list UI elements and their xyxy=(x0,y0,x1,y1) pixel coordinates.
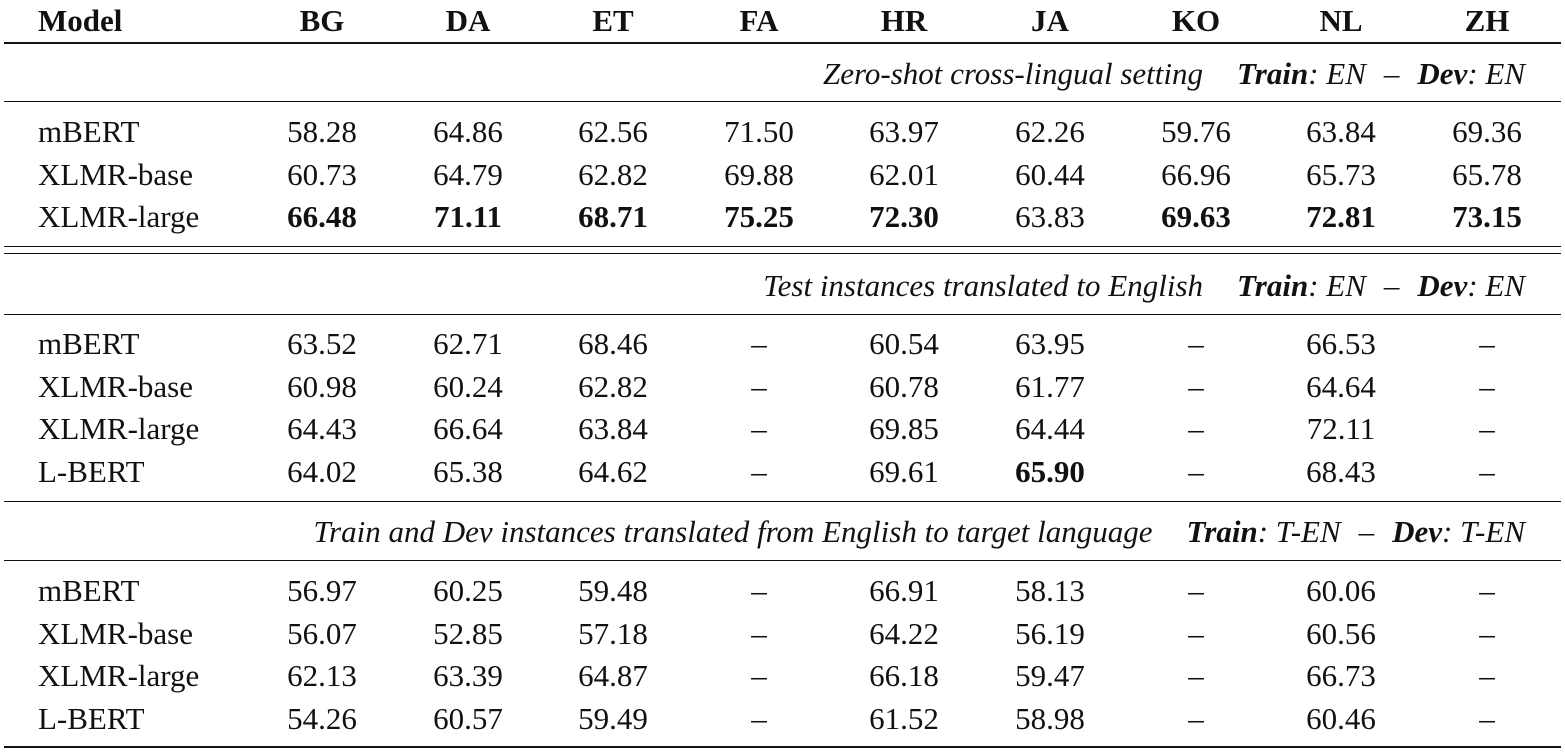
score-da: 66.64 xyxy=(433,411,503,446)
model-name: XLMR-base xyxy=(38,156,193,192)
score-bg: 54.26 xyxy=(287,700,357,736)
dev-label: Dev xyxy=(1417,268,1468,303)
score-hr: 69.85 xyxy=(869,411,939,446)
score-ja: 63.83 xyxy=(1015,199,1085,234)
table-rule xyxy=(4,560,1561,561)
model-name: L-BERT xyxy=(38,700,145,736)
score-ko: – xyxy=(1188,658,1204,693)
score-nl: 66.73 xyxy=(1306,658,1376,693)
table-row xyxy=(0,366,1565,408)
score-et: 68.71 xyxy=(578,199,648,234)
score-bg: 56.07 xyxy=(287,615,357,651)
score-nl: 60.46 xyxy=(1306,700,1376,736)
score-fa: – xyxy=(751,700,767,736)
score-hr: 61.52 xyxy=(869,700,939,736)
table-row xyxy=(0,451,1565,493)
score-zh: – xyxy=(1479,615,1495,651)
score-ja: 58.13 xyxy=(1015,573,1085,608)
table-rule xyxy=(4,501,1561,502)
train-label: Train xyxy=(1237,268,1309,303)
table-row xyxy=(0,408,1565,450)
score-hr: 69.61 xyxy=(869,453,939,489)
score-zh: – xyxy=(1479,368,1495,404)
score-et: 57.18 xyxy=(578,615,648,651)
score-bg: 64.02 xyxy=(287,453,357,489)
score-hr: 60.78 xyxy=(869,368,939,404)
table-row xyxy=(0,196,1565,238)
score-et: 62.56 xyxy=(578,114,648,149)
score-et: 62.82 xyxy=(578,156,648,192)
score-ko: 59.76 xyxy=(1161,114,1231,149)
train-value: : EN xyxy=(1308,56,1366,91)
score-hr: 72.30 xyxy=(869,199,939,234)
section-title: Test instances translated to English xyxy=(763,268,1204,303)
score-bg: 60.98 xyxy=(287,368,357,404)
score-bg: 66.48 xyxy=(287,199,357,234)
model-name: XLMR-large xyxy=(38,658,200,693)
model-name: mBERT xyxy=(38,326,140,361)
table-rule xyxy=(4,42,1561,44)
score-nl: 60.56 xyxy=(1306,615,1376,651)
score-nl: 68.43 xyxy=(1306,453,1376,489)
score-ja: 58.98 xyxy=(1015,700,1085,736)
score-da: 60.57 xyxy=(433,700,503,736)
table-rule xyxy=(4,746,1561,748)
table-row xyxy=(0,323,1565,365)
train-label: Train xyxy=(1186,514,1258,549)
score-nl: 72.11 xyxy=(1306,411,1376,446)
model-name: XLMR-base xyxy=(38,368,193,404)
model-name: XLMR-large xyxy=(38,411,200,446)
column-header-zh: ZH xyxy=(1464,3,1510,38)
section-title-row xyxy=(0,53,1565,95)
score-ja: 60.44 xyxy=(1015,156,1085,192)
score-da: 63.39 xyxy=(433,658,503,693)
score-da: 60.25 xyxy=(433,573,503,608)
score-fa: – xyxy=(751,368,767,404)
dev-label: Dev xyxy=(1392,514,1443,549)
score-ja: 63.95 xyxy=(1015,326,1085,361)
train-label: Train xyxy=(1237,56,1309,91)
table-rule xyxy=(4,253,1561,254)
score-da: 71.11 xyxy=(433,199,503,234)
score-fa: – xyxy=(751,658,767,693)
score-bg: 58.28 xyxy=(287,114,357,149)
score-ja: 65.90 xyxy=(1015,453,1085,489)
model-name: L-BERT xyxy=(38,453,145,489)
score-hr: 66.18 xyxy=(869,658,939,693)
score-zh: – xyxy=(1479,573,1495,608)
score-zh: – xyxy=(1479,658,1495,693)
score-ja: 56.19 xyxy=(1015,615,1085,651)
score-zh: 65.78 xyxy=(1452,156,1522,192)
section-setting xyxy=(314,511,1526,553)
score-nl: 65.73 xyxy=(1306,156,1376,192)
score-nl: 63.84 xyxy=(1306,114,1376,149)
dev-label: Dev xyxy=(1417,56,1468,91)
table-row xyxy=(0,698,1565,740)
score-hr: 63.97 xyxy=(869,114,939,149)
score-fa: – xyxy=(751,615,767,651)
score-da: 62.71 xyxy=(433,326,503,361)
score-ko: 66.96 xyxy=(1161,156,1231,192)
score-ko: – xyxy=(1188,615,1204,651)
score-hr: 66.91 xyxy=(869,573,939,608)
table-row xyxy=(0,613,1565,655)
score-bg: 62.13 xyxy=(287,658,357,693)
score-et: 59.49 xyxy=(578,700,648,736)
score-da: 64.79 xyxy=(433,156,503,192)
column-header-bg: BG xyxy=(299,3,345,38)
table-row xyxy=(0,111,1565,153)
score-zh: 69.36 xyxy=(1452,114,1522,149)
score-ja: 61.77 xyxy=(1015,368,1085,404)
separator-dash: – xyxy=(1383,268,1400,303)
score-et: 64.87 xyxy=(578,658,648,693)
column-header-nl: NL xyxy=(1319,3,1363,38)
column-header-et: ET xyxy=(592,3,634,38)
score-zh: 73.15 xyxy=(1452,199,1522,234)
section-title-row xyxy=(0,265,1565,307)
table-row xyxy=(0,570,1565,612)
score-ko: – xyxy=(1188,368,1204,404)
score-ko: 69.63 xyxy=(1161,199,1231,234)
separator-dash: – xyxy=(1383,56,1400,91)
score-ko: – xyxy=(1188,326,1204,361)
score-fa: – xyxy=(751,411,767,446)
column-header-ko: KO xyxy=(1171,3,1221,38)
score-bg: 63.52 xyxy=(287,326,357,361)
score-nl: 72.81 xyxy=(1306,199,1376,234)
section-title: Zero-shot cross-lingual setting xyxy=(822,56,1204,91)
section-setting xyxy=(823,53,1525,95)
score-hr: 60.54 xyxy=(869,326,939,361)
score-da: 64.86 xyxy=(433,114,503,149)
score-fa: 69.88 xyxy=(724,156,794,192)
section-title: Train and Dev instances translated from English to target language xyxy=(313,514,1153,549)
score-et: 68.46 xyxy=(578,326,648,361)
model-name: XLMR-large xyxy=(38,199,200,234)
table-rule xyxy=(4,101,1561,102)
column-header-ja: JA xyxy=(1031,3,1069,38)
score-ja: 59.47 xyxy=(1015,658,1085,693)
score-nl: 66.53 xyxy=(1306,326,1376,361)
column-header-fa: FA xyxy=(739,3,779,38)
section-setting xyxy=(763,265,1525,307)
dev-value: : EN xyxy=(1467,56,1525,91)
dev-value: : EN xyxy=(1467,268,1525,303)
header-row xyxy=(0,0,1565,42)
score-zh: – xyxy=(1479,411,1495,446)
column-header-da: DA xyxy=(445,3,491,38)
score-fa: 75.25 xyxy=(724,199,794,234)
score-bg: 56.97 xyxy=(287,573,357,608)
model-name: mBERT xyxy=(38,573,140,608)
table-row xyxy=(0,154,1565,196)
score-ko: – xyxy=(1188,411,1204,446)
score-bg: 60.73 xyxy=(287,156,357,192)
section-title-row xyxy=(0,511,1565,553)
score-fa: – xyxy=(751,326,767,361)
score-nl: 60.06 xyxy=(1306,573,1376,608)
score-fa: – xyxy=(751,573,767,608)
score-ja: 64.44 xyxy=(1015,411,1085,446)
dev-value: : T-EN xyxy=(1442,514,1525,549)
score-da: 65.38 xyxy=(433,453,503,489)
table-rule xyxy=(4,246,1561,247)
score-ko: – xyxy=(1188,573,1204,608)
score-hr: 64.22 xyxy=(869,615,939,651)
table-row xyxy=(0,655,1565,697)
score-bg: 64.43 xyxy=(287,411,357,446)
train-value: : EN xyxy=(1308,268,1366,303)
score-da: 52.85 xyxy=(433,615,503,651)
score-ko: – xyxy=(1188,453,1204,489)
model-name: mBERT xyxy=(38,114,140,149)
column-header-hr: HR xyxy=(880,3,928,38)
separator-dash: – xyxy=(1358,514,1375,549)
score-zh: – xyxy=(1479,326,1495,361)
score-zh: – xyxy=(1479,453,1495,489)
score-ja: 62.26 xyxy=(1015,114,1085,149)
table-rule xyxy=(4,314,1561,315)
score-da: 60.24 xyxy=(433,368,503,404)
train-value: : T-EN xyxy=(1257,514,1341,549)
score-zh: – xyxy=(1479,700,1495,736)
column-header-model: Model xyxy=(38,3,123,38)
score-fa: – xyxy=(751,453,767,489)
score-et: 64.62 xyxy=(578,453,648,489)
score-hr: 62.01 xyxy=(869,156,939,192)
score-et: 62.82 xyxy=(578,368,648,404)
score-ko: – xyxy=(1188,700,1204,736)
score-et: 59.48 xyxy=(578,573,648,608)
model-name: XLMR-base xyxy=(38,615,193,651)
score-fa: 71.50 xyxy=(724,114,794,149)
score-et: 63.84 xyxy=(578,411,648,446)
score-nl: 64.64 xyxy=(1306,368,1376,404)
